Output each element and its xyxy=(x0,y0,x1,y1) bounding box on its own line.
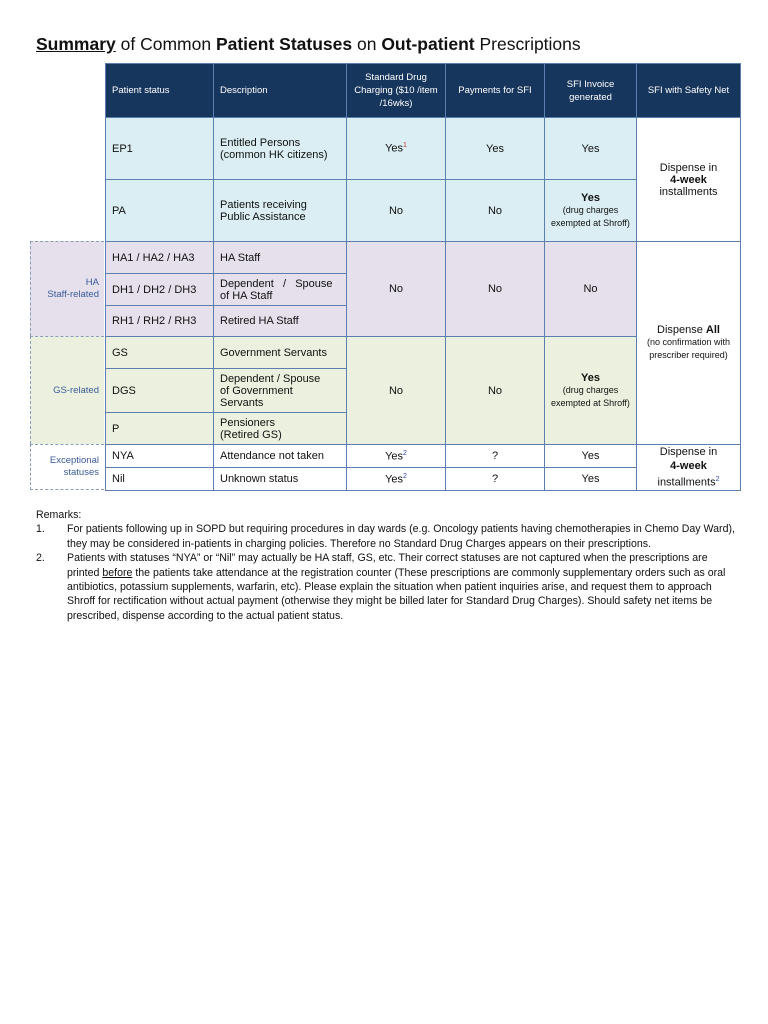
header-row xyxy=(106,64,741,118)
status-cell: EP1 xyxy=(106,118,214,180)
description-cell: Pensioners (Retired GS) xyxy=(214,413,347,445)
safety-net-cell: Dispense in 4-week installments xyxy=(637,118,741,242)
payments-cell: Yes xyxy=(446,118,545,180)
safety-net-cell: Dispense All (no confirmation with prescriber required) xyxy=(637,242,741,445)
header-payments-sfi: Payments for SFI xyxy=(446,64,545,118)
std-charging-cell: No xyxy=(347,337,446,445)
payments-cell: ? xyxy=(446,445,545,468)
invoice-cell: Yes xyxy=(545,468,637,491)
header-sfi-safety-net: SFI with Safety Net xyxy=(637,64,741,118)
description-cell: HA Staff xyxy=(214,242,347,274)
status-cell: P xyxy=(106,413,214,445)
invoice-cell: Yes (drug charges exempted at Shroff) xyxy=(545,180,637,242)
remark-item: 2. Patients with statuses “NYA” or “Nil” may actually be HA staff, GS, etc. Their correct statuses are not captured when the prescriptions are printed before the patients take attendance at the registration counter (These prescriptions are commonly supplementary orders such as oral antibiotics, potassium supplements, warfarin, etc). Please explain the situation when patient inquiries arise, and request them to approach Shroff for rectification without actual payment (otherwise they might be billed later for Standard Drug Charges). Should safety net items be prescribed, dispense according to the actual patient status. xyxy=(36,552,726,622)
invoice-cell: Yes xyxy=(545,445,637,468)
description-cell: Unknown status xyxy=(214,468,347,491)
status-cell: RH1 / RH2 / RH3 xyxy=(106,306,214,337)
payments-cell: No xyxy=(446,337,545,445)
remark-item: 1. For patients following up in SOPD but requiring procedures in day wards (e.g. Oncology patients having chemotherapies in Chemo Day Ward), they may be considered in-patients in charging policies. Therefore no Standard Drug Charges appears on their prescriptions. xyxy=(36,523,735,550)
safety-net-cell: Dispense in 4-week installments$^2$ xyxy=(637,445,741,491)
payments-cell: ? xyxy=(446,468,545,491)
status-cell: GS xyxy=(106,337,214,369)
group-label-exceptional: Exceptional statuses xyxy=(30,444,104,490)
table-row xyxy=(106,242,741,274)
description-cell: Dependent / Spouse of HA Staff xyxy=(214,274,347,306)
description-cell: Attendance not taken xyxy=(214,445,347,468)
description-cell: Retired HA Staff xyxy=(214,306,347,337)
description-cell: Government Servants xyxy=(214,337,347,369)
group-label-gs: GS-related xyxy=(30,336,104,444)
invoice-cell: No xyxy=(545,242,637,337)
description-cell: Entitled Persons (common HK citizens) xyxy=(214,118,347,180)
status-cell: NYA xyxy=(106,445,214,468)
table-row xyxy=(106,445,741,468)
header-sfi-invoice: SFI Invoice generated xyxy=(545,64,637,118)
header-std-charging: Standard Drug Charging ($10 /item /16wks) xyxy=(347,64,446,118)
table-row xyxy=(106,118,741,180)
description-cell: Dependent / Spouse of Government Servants xyxy=(214,369,347,413)
page-title: Summary of Common Patient Statuses on Out-patient Prescriptions xyxy=(36,34,581,54)
std-charging-cell: Yes$^2$ xyxy=(347,445,446,468)
payments-cell: No xyxy=(446,242,545,337)
payments-cell: No xyxy=(446,180,545,242)
status-cell: DGS xyxy=(106,369,214,413)
status-cell: HA1 / HA2 / HA3 xyxy=(106,242,214,274)
status-cell: Nil xyxy=(106,468,214,491)
remarks-section xyxy=(36,508,736,623)
patient-status-table xyxy=(105,63,741,491)
header-description: Description xyxy=(214,64,347,118)
header-status: Patient status xyxy=(106,64,214,118)
status-cell: PA xyxy=(106,180,214,242)
invoice-cell: Yes xyxy=(545,118,637,180)
std-charging-cell: Yes$^2$ xyxy=(347,468,446,491)
invoice-cell: Yes (drug charges exempted at Shroff) xyxy=(545,337,637,445)
std-charging-cell: No xyxy=(347,242,446,337)
remarks-heading: Remarks: xyxy=(36,509,82,521)
status-cell: DH1 / DH2 / DH3 xyxy=(106,274,214,306)
std-charging-cell: No xyxy=(347,180,446,242)
std-charging-cell: Yes$^1$ xyxy=(347,118,446,180)
group-label-ha: HA Staff-related xyxy=(30,241,104,336)
description-cell: Patients receiving Public Assistance xyxy=(214,180,347,242)
